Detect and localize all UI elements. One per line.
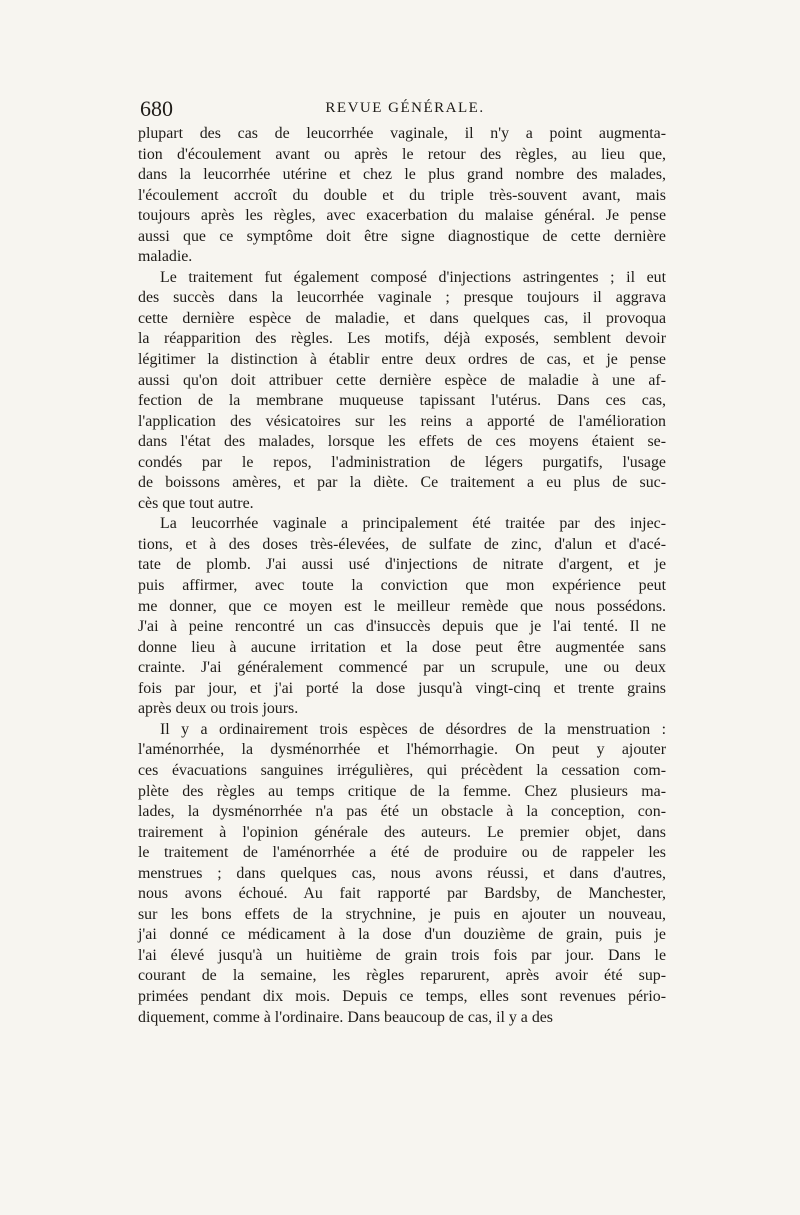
paragraph [138, 124, 666, 268]
running-title: REVUE GÉNÉRALE. [325, 100, 485, 116]
text-line: l'aménorrhée, la dysménorrhée et l'hémorrhagie. On peut y ajouter [138, 741, 666, 759]
text-line: après deux ou trois jours. [138, 700, 299, 718]
text-line: lades, la dysménorrhée n'a pas été un obstacle à la conception, con- [138, 803, 666, 821]
text-line: cette dernière espèce de maladie, et dans quelques cas, il provoqua [138, 309, 666, 327]
text-line: légitimer la distinction à établir entre deux ordres de cas, et je pense [138, 351, 666, 369]
text-line: ces évacuations sanguines irrégulières, qui précèdent la cessation com- [138, 761, 666, 779]
text-line: j'ai donné ce médicament à la dose d'un douzième de grain, puis je [138, 926, 666, 944]
text-line: aussi que ce symptôme doit être signe diagnostique de cette dernière [138, 227, 666, 245]
text-line: fection de la membrane muqueuse tapissant l'utérus. Dans ces cas, [138, 392, 666, 410]
text-line: plète des règles au temps critique de la femme. Chez plusieurs ma- [138, 782, 666, 800]
text-line: l'ai élevé jusqu'à un huitième de grain trois fois par jour. Dans le [138, 946, 666, 964]
text-line: l'application des vésicatoires sur les reins a apporté de l'amélioration [138, 412, 666, 430]
text-line: J'ai à peine rencontré un cas d'insuccès depuis que je l'ai tenté. Il ne [138, 618, 666, 636]
text-line: puis affirmer, avec toute la conviction que mon expérience peut [138, 577, 666, 595]
text-line: l'écoulement accroît du double et du triple très-souvent avant, mais [138, 186, 666, 204]
text-line: Le traitement fut également composé d'injections astringentes ; il eut [160, 268, 666, 286]
text-line: courant de la semaine, les règles reparurent, après avoir été sup- [138, 967, 666, 985]
text-line: me donner, que ce moyen est le meilleur remède que nous possédons. [138, 597, 666, 615]
text-line: aussi qu'on doit attribuer cette dernière espèce de maladie à une af- [138, 371, 666, 389]
text-line: trairement à l'opinion générale des auteurs. Le premier objet, dans [138, 823, 666, 841]
text-line: fois par jour, et j'ai porté la dose jusqu'à vingt-cinq et trente grains [138, 679, 666, 697]
text-line: la réapparition des règles. Les motifs, déjà exposés, semblent devoir [138, 330, 666, 348]
text-line: Il y a ordinairement trois espèces de désordres de la menstruation : [160, 720, 666, 738]
text-line: condés par le repos, l'administration de légers purgatifs, l'usage [138, 453, 666, 471]
text-line: diquement, comme à l'ordinaire. Dans beaucoup de cas, il y a des [138, 1008, 553, 1026]
text-line: menstrues ; dans quelques cas, nous avons réussi, et dans d'autres, [138, 864, 666, 882]
paragraph [138, 514, 666, 719]
paragraph [138, 720, 666, 1028]
text-line: le traitement de l'aménorrhée a été de produire ou de rappeler les [138, 844, 666, 862]
text-line: tion d'écoulement avant ou après le retour des règles, au lieu que, [138, 145, 666, 163]
page-number: 680 [140, 96, 173, 121]
text-line: tate de plomb. J'ai aussi usé d'injections de nitrate d'argent, et je [138, 556, 666, 574]
text-line: donne lieu à aucune irritation et la dose peut être augmentée sans [138, 638, 666, 656]
page-header [140, 96, 670, 122]
text-line: dans l'état des malades, lorsque les effets de ces moyens étaient se- [138, 433, 666, 451]
text-line: primées pendant dix mois. Depuis ce temps, elles sont revenues pério- [138, 987, 666, 1005]
paragraph [138, 268, 666, 515]
text-line: maladie. [138, 248, 193, 266]
text-line: de boissons amères, et par la diète. Ce traitement a eu plus de suc- [138, 474, 666, 492]
body-text [138, 124, 666, 1028]
text-line: des succès dans la leucorrhée vaginale ; presque toujours il aggrava [138, 289, 666, 307]
text-line: tions, et à des doses très-élevées, de sulfate de zinc, d'alun et d'acé- [138, 535, 666, 553]
text-line: toujours après les règles, avec exacerbation du malaise général. Je pense [138, 207, 666, 225]
text-line: crainte. J'ai généralement commencé par un scrupule, une ou deux [138, 659, 666, 677]
text-line: plupart des cas de leucorrhée vaginale, il n'y a point augmenta- [138, 125, 666, 142]
text-line: cès que tout autre. [138, 494, 254, 512]
text-line: sur les bons effets de la strychnine, je puis en ajouter un nouveau, [138, 905, 666, 923]
text-line: La leucorrhée vaginale a principalement été traitée par des injec- [160, 515, 666, 533]
text-line: nous avons échoué. Au fait rapporté par Bardsby, de Manchester, [138, 885, 666, 903]
text-line: dans la leucorrhée utérine et chez le plus grand nombre des malades, [138, 166, 666, 184]
